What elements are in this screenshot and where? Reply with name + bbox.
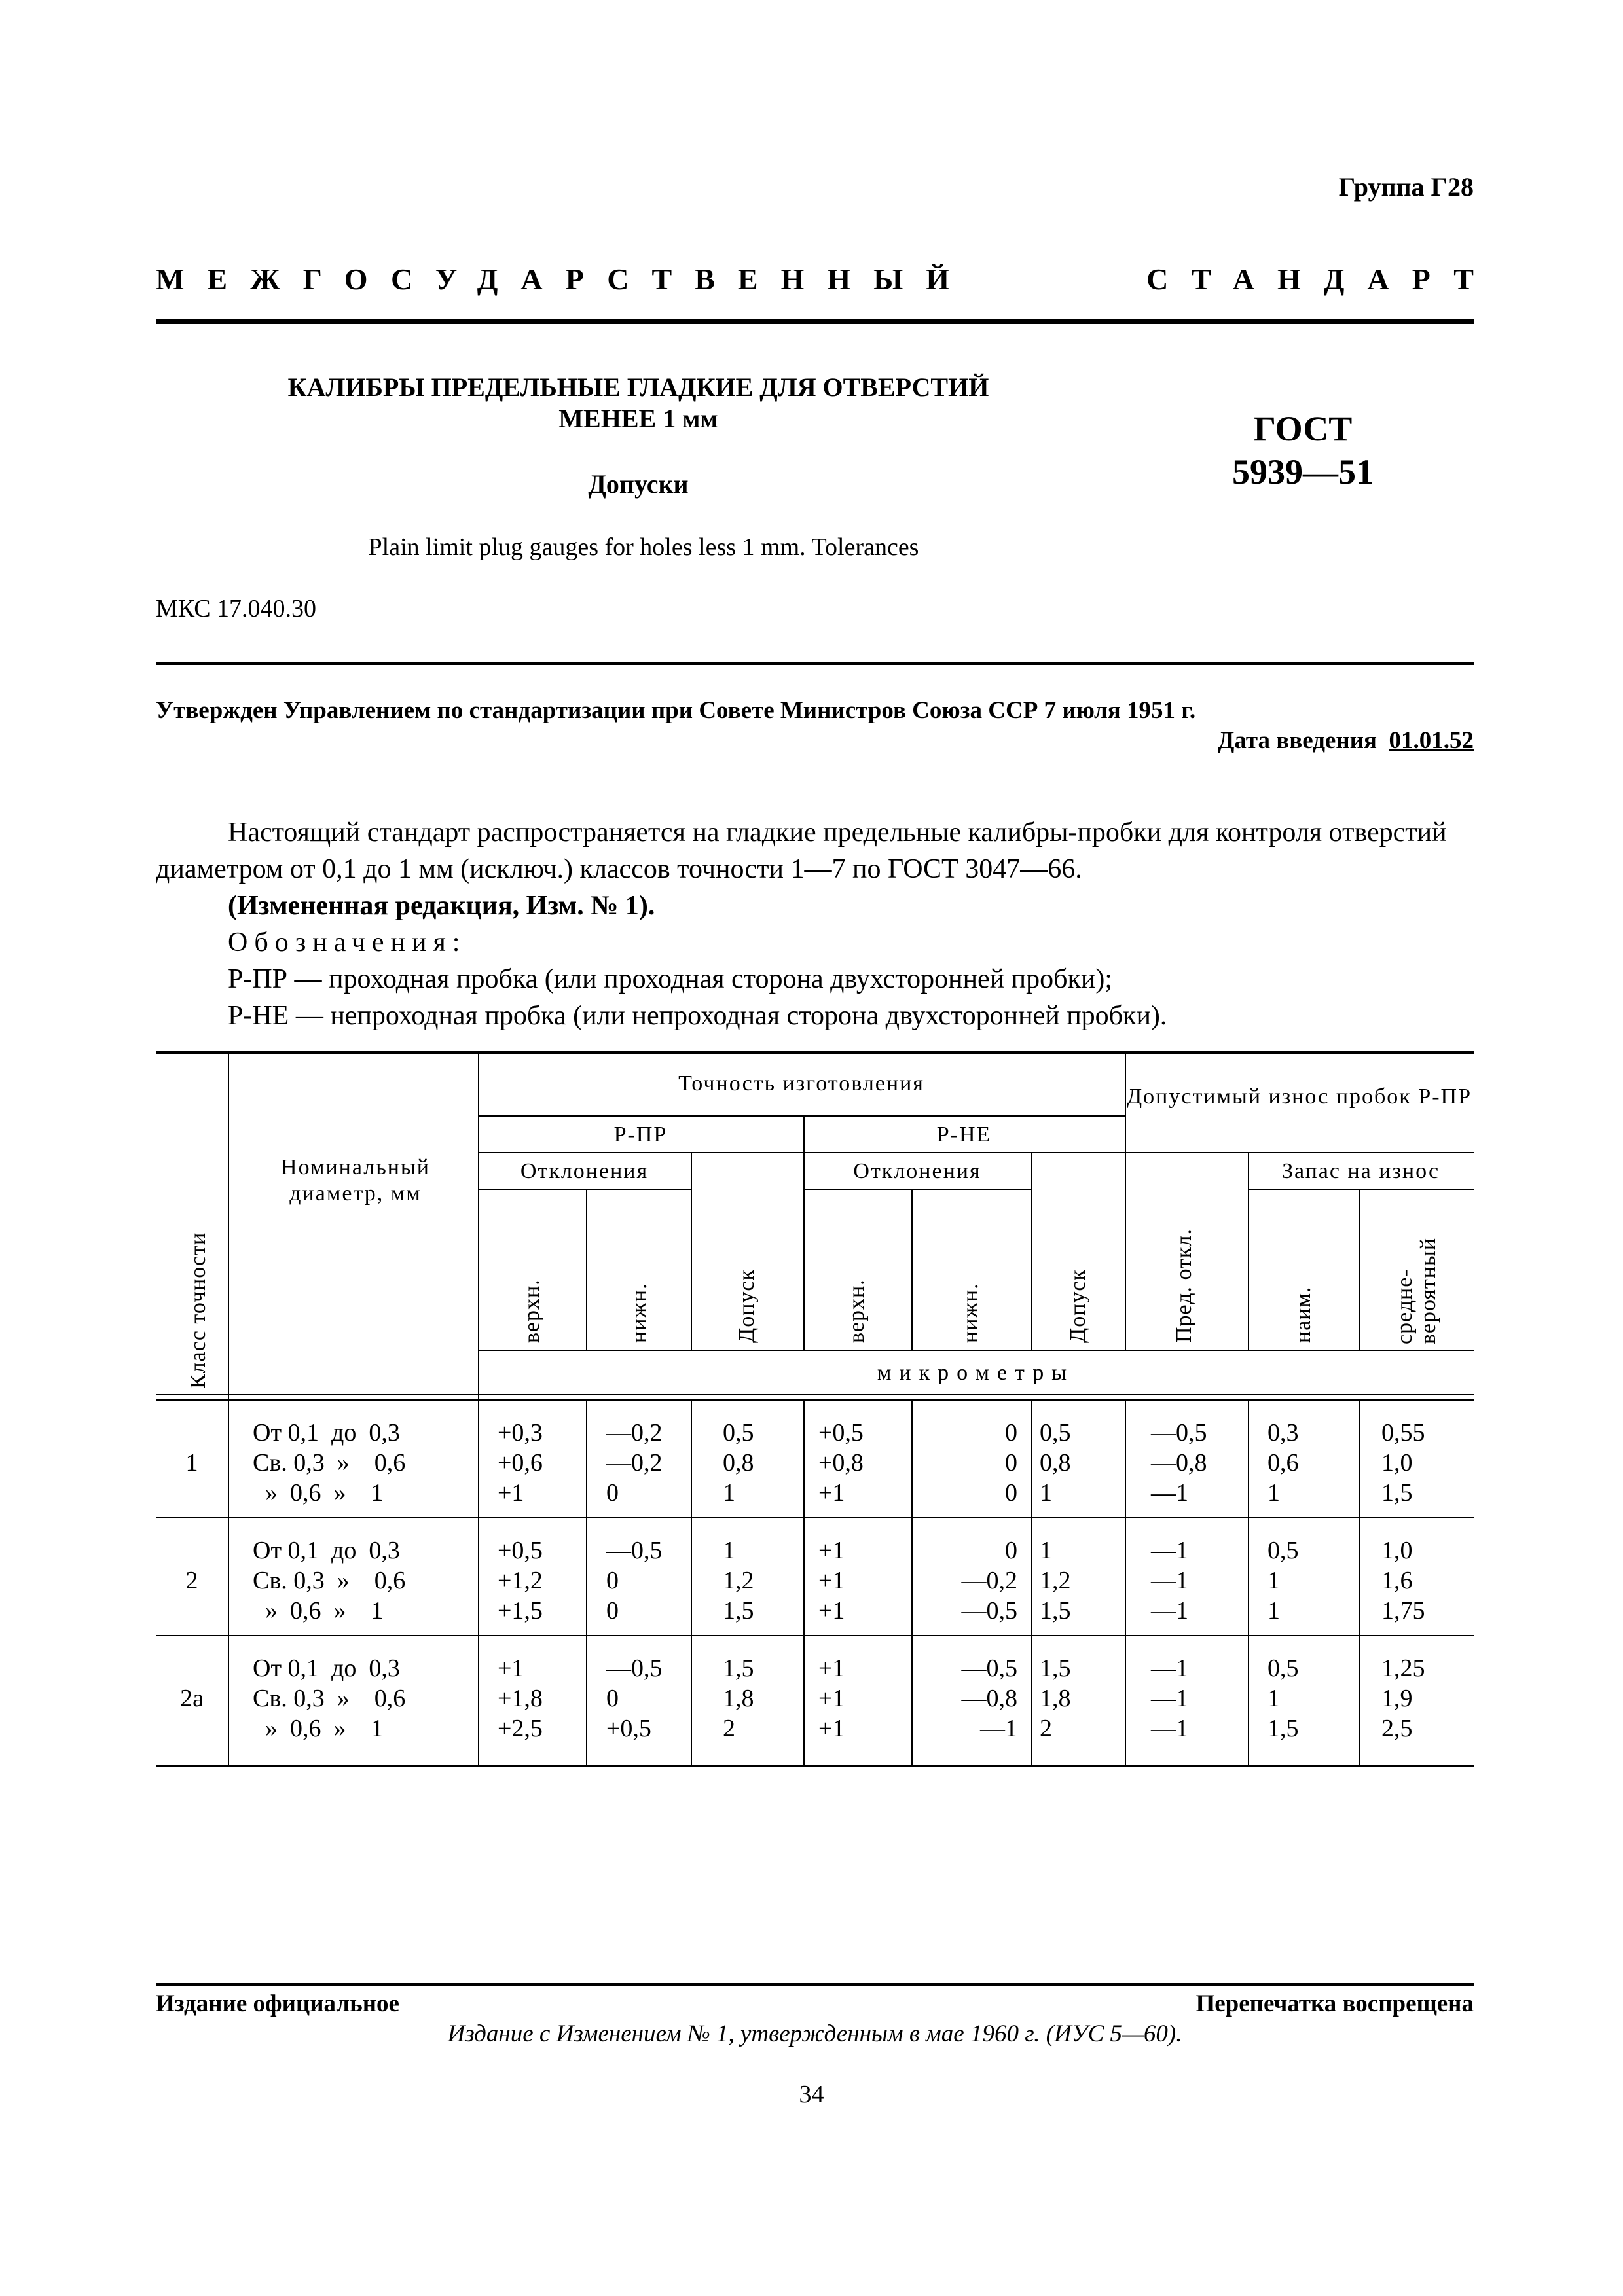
gost-label: ГОСТ <box>1253 409 1353 448</box>
cell-rpr-tolerance: 0,5 0,8 1 <box>723 1419 754 1507</box>
header-units: микрометры <box>877 1361 1075 1385</box>
header-allowable-wear: Допустимый износ пробок Р-ПР <box>1126 1085 1472 1109</box>
cell-class: 2 <box>185 1567 198 1594</box>
definition-rne: Р-НЕ — непроходная пробка (или непроходная сторона двухсторонней пробки). <box>228 1001 1167 1031</box>
header-rpr-tolerance: Допуск <box>735 1269 759 1343</box>
title-rule <box>156 662 1474 665</box>
document-title-line2: МЕНЕЕ 1 мм <box>558 404 718 433</box>
approval-text: Утвержден Управлением по стандартизации при Совете Министров Союза ССР 7 июля 1951 г. <box>156 697 1196 724</box>
document-title-line1: КАЛИБРЫ ПРЕДЕЛЬНЫЕ ГЛАДКИЕ ДЛЯ ОТВЕРСТИЙ <box>287 372 989 402</box>
header-rne-deviations: Отклонения <box>853 1159 981 1183</box>
cell-diameter: От 0,1 до 0,3 Св. 0,3 » 0,6 » 0,6 » 1 <box>253 1655 406 1742</box>
cell-min: 0,3 0,6 1 <box>1267 1419 1299 1507</box>
cell-rne-lower: 0 0 0 <box>1005 1419 1017 1507</box>
cell-limit-deviation: —1 —1 —1 <box>1151 1537 1188 1624</box>
cell-limit-deviation: —1 —1 —1 <box>1151 1655 1188 1742</box>
cell-rpr-lower: —0,5 0 0 <box>606 1537 663 1624</box>
tolerance-table <box>156 1051 1474 1767</box>
header-class: Класс точности <box>186 1232 210 1389</box>
notation-heading: Обозначения: <box>228 927 467 958</box>
header-probable: средне-вероятный <box>1393 1237 1440 1344</box>
header-rpr-lower: нижн. <box>627 1283 651 1343</box>
spaced-word-standard: СТАНДАРТ <box>1146 262 1497 296</box>
page-number: 34 <box>799 2081 824 2108</box>
cell-class: 2а <box>180 1685 204 1712</box>
cell-probable: 0,55 1,0 1,5 <box>1381 1419 1425 1507</box>
header-rne-tolerance: Допуск <box>1066 1269 1090 1343</box>
header-accuracy: Точность изготовления <box>678 1071 924 1096</box>
header-rpr-deviations: Отклонения <box>520 1159 649 1183</box>
cell-rne-tolerance: 1,5 1,8 2 <box>1040 1655 1071 1742</box>
header-nominal-diameter: Номинальный диаметр, мм <box>281 1155 430 1206</box>
body-text <box>156 814 1474 1034</box>
cell-class: 1 <box>185 1449 198 1477</box>
edition-note: Издание с Изменением № 1, утвержденным в мае 1960 г. (ИУС 5—60). <box>447 2020 1182 2047</box>
cell-rne-tolerance: 1 1,2 1,5 <box>1040 1537 1071 1624</box>
introduction-date <box>1218 726 1474 755</box>
header-rule <box>156 319 1474 324</box>
cell-rne-lower: 0 —0,2 —0,5 <box>961 1537 1017 1624</box>
header-rne-lower: нижн. <box>958 1283 983 1343</box>
cell-rne-lower: —0,5 —0,8 —1 <box>961 1655 1017 1742</box>
amendment-note: (Измененная редакция, Изм. № 1). <box>228 891 655 921</box>
date-label: Дата введения <box>1217 727 1377 754</box>
cell-rne-upper: +0,5 +0,8 +1 <box>818 1419 864 1507</box>
mks-code: МКС 17.040.30 <box>156 595 317 622</box>
header-rne-upper: верхн. <box>845 1279 869 1343</box>
cell-min: 0,5 1 1 <box>1267 1537 1299 1624</box>
group-code: Группа Г28 <box>1338 172 1474 202</box>
cell-rne-tolerance: 0,5 0,8 1 <box>1040 1419 1071 1507</box>
cell-rpr-upper: +0,3 +0,6 +1 <box>498 1419 543 1507</box>
cell-rpr-upper: +0,5 +1,2 +1,5 <box>498 1537 543 1624</box>
cell-rpr-tolerance: 1,5 1,8 2 <box>723 1655 754 1742</box>
header-rne: Р-НЕ <box>936 1122 992 1147</box>
header-rpr-upper: верхн. <box>520 1279 544 1343</box>
standard-type-heading <box>156 262 1497 308</box>
cell-probable: 1,0 1,6 1,75 <box>1381 1537 1425 1624</box>
date-value: 01.01.52 <box>1389 727 1474 754</box>
cell-min: 0,5 1 1,5 <box>1267 1655 1299 1742</box>
header-rpr: Р-ПР <box>613 1122 668 1147</box>
reprint-prohibited: Перепечатка воспрещена <box>1195 1990 1474 2017</box>
cell-diameter: От 0,1 до 0,3 Св. 0,3 » 0,6 » 0,6 » 1 <box>253 1537 406 1624</box>
english-title: Plain limit plug gauges for holes less 1 mm. Tolerances <box>368 533 919 561</box>
cell-limit-deviation: —0,5 —0,8 —1 <box>1151 1419 1207 1507</box>
document-subtitle: Допуски <box>588 469 689 499</box>
cell-rpr-lower: —0,5 0 +0,5 <box>606 1655 663 1742</box>
footer-rule <box>156 1983 1474 1986</box>
gost-number: 5939—51 <box>1232 452 1374 492</box>
spaced-word-interstate: МЕЖГОСУДАРСТВЕННЫЙ <box>156 262 973 296</box>
cell-probable: 1,25 1,9 2,5 <box>1381 1655 1425 1742</box>
cell-rpr-tolerance: 1 1,2 1,5 <box>723 1537 754 1624</box>
cell-rne-upper: +1 +1 +1 <box>818 1655 845 1742</box>
definition-rpr: Р-ПР — проходная пробка (или проходная сторона двухсторонней пробки); <box>228 964 1113 994</box>
cell-diameter: От 0,1 до 0,3 Св. 0,3 » 0,6 » 0,6 » 1 <box>253 1419 406 1507</box>
scope-paragraph: Настоящий стандарт распространяется на гладкие предельные калибры-пробки для контроля отверстий диаметром от 0,1 до 1 мм (исключ.) классов точности 1—7 по ГОСТ 3047—66. <box>156 817 1447 884</box>
official-edition: Издание официальное <box>156 1990 399 2017</box>
cell-rpr-upper: +1 +1,8 +2,5 <box>498 1655 543 1742</box>
cell-rne-upper: +1 +1 +1 <box>818 1537 845 1624</box>
cell-rpr-lower: —0,2 —0,2 0 <box>606 1419 663 1507</box>
header-limit-deviation: Пред. откл. <box>1172 1229 1196 1343</box>
header-min: наим. <box>1291 1286 1315 1343</box>
header-wear-reserve: Запас на износ <box>1281 1159 1440 1183</box>
